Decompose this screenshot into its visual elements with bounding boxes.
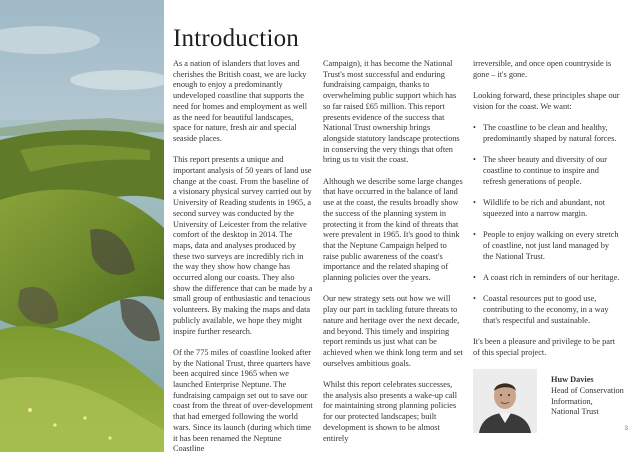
paragraph: Our new strategy sets out how we will play our part in tackling future threats to nature and heritage over the next decade, and beyond. This timely and inspiring report reminds us just what can be achieved when we think long term and set ourselves ambitious goals. (323, 294, 463, 368)
portrait-image (473, 369, 537, 433)
signatory-organisation: National Trust (551, 407, 599, 417)
page-number: 3 (624, 426, 628, 432)
paragraph: Campaign), it has become the National Trust's most successful and enduring fundraising campaign, thanks to overwhelming public support which has so far raised £65 million. This report presents evidence of the success that National Trust ownership brings alongside statutory landscape protections in conserving the very things that often bring us to visit the coast. (323, 59, 460, 165)
coastline-illustration (0, 0, 164, 452)
paragraph: As a nation of islanders that loves and cherishes the British coast, we are lucky enough to enjoy a predominantly undeveloped coastline that supports the need for homes and employment as well as the need for beautiful landscapes, space for nature, fresh air and special seaside places. (173, 59, 308, 143)
list-item: • A coast rich in reminders of our heritage. (473, 273, 621, 284)
list-item: • Coastal resources put to good use, contributing to the economy, in a way that's respectful and sustainable. (473, 294, 621, 326)
list-item: • Wildlife to be rich and abundant, not squeezed into a narrow margin. (473, 198, 621, 219)
paragraph: Whilst this report celebrates successes, the analysis also presents a wake-up call for maintaining strong planning policies for our protected landscapes; built development is shown to be almost entirely (323, 380, 458, 443)
signatory-name: Huw Davies (551, 375, 594, 385)
vision-list (473, 123, 621, 326)
page-title: Introduction (173, 25, 299, 52)
coastline-photo (0, 0, 164, 452)
text-column-1 (173, 59, 313, 466)
list-item: • People to enjoy walking on every stretch of coastline, not just land managed by the National Trust. (473, 230, 621, 262)
paragraph: Although we describe some large changes that have occurred in the balance of land use at the coast, the results broadly show the success of the planning system in protecting it from the kind of threats that were prevalent in 1965. It's good to think that the Neptune Campaign helped to raise public awareness of the coast's importance and the related shaping of planning policies over the years. (323, 176, 463, 283)
text-column-2 (323, 59, 463, 455)
signatory-role: Head of Conservation (551, 385, 624, 395)
signatory-role: Information, (551, 396, 593, 406)
signature-text (551, 375, 631, 418)
paragraph: Of the 775 miles of coastline looked after by the National Trust, three quarters have been acquired since 1965 when we launched Enterprise Neptune. The fundraising campaign set out to save our coast from the threat of over-development that had emerged following the world wars. Since its launch (during which time it has been renamed the Neptune Coastline (173, 347, 313, 454)
list-item: • The sheer beauty and diversity of our coastline to continue to inspire and refresh generations of people. (473, 155, 621, 187)
signature-block (473, 369, 624, 435)
paragraph: This report presents a unique and important analysis of 50 years of land use change at the coast. From the baseline of a visionary physical survey carried out by University of Reading students in 1965, a second survey was conducted by the University of Leicester from the relative comfort of the desktop in 2014. The maps, data and analyses produced by these two surveys are incredibly rich in the way they show how change has occurred along our coasts. They also show the difference that can be made by a small group of enthusiastic and tenacious volunteers. By making the maps and data publicly available, we hope they might inspire further research. (173, 155, 313, 336)
paragraph: Looking forward, these principles shape our vision for the coast. We want: (473, 91, 620, 111)
list-item: • The coastline to be clean and healthy, predominantly shaped by natural forces. (473, 123, 621, 144)
text-column-3 (473, 59, 624, 435)
avatar (473, 369, 537, 433)
paragraph: It's been a pleasure and privilege to be part of this special project. (473, 337, 616, 357)
paragraph: irreversible, and once open countryside is gone – it's gone. (473, 59, 612, 79)
